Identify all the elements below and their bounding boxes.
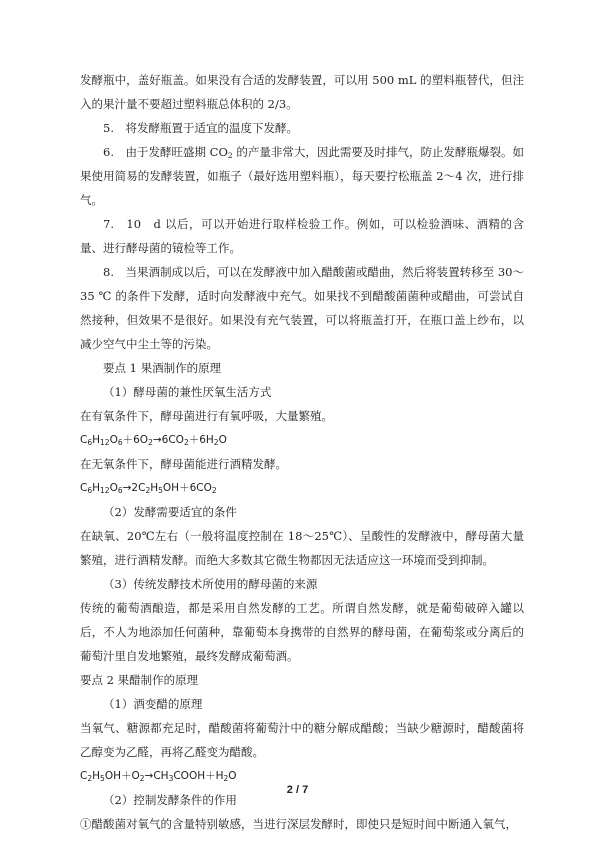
equation-alcohol-fermentation: $C_6H_{12}O_6\to 2C_2H_5OH+6CO_2$: [80, 482, 217, 495]
paragraph: 在有氧条件下，酵母菌进行有氧呼吸，大量繁殖。: [80, 409, 333, 423]
equation-aerobic-respiration: $C_6H_{12}O_6+6O_2\to 6CO_2+6H_2O$: [80, 434, 227, 447]
document-body: [80, 68, 524, 836]
subheading-control-conditions: （2）控制发酵条件的作用: [103, 793, 237, 807]
equation-acetic-acid: $C_2H_5OH+O_2\to CH_3COOH+H_2O$: [80, 770, 237, 783]
paragraph: 在无氧条件下，酵母菌能进行酒精发酵。: [80, 457, 287, 471]
paragraph: 传统的葡萄酒酿造，都是采用自然发酵的工艺。所谓自然发酵，就是葡萄破碎入罐以后，不人为地添加任何菌种，靠葡萄本身携带的自然界的酵母菌，在葡萄浆或分离后的葡萄汁里自发地繁殖，最终发酵成葡萄酒。: [80, 601, 524, 663]
step-8: 8. 当果酒制成以后，可以在发酵液中加入醋酸菌或醋曲，然后将装置转移至 30～35 ℃ 的条件下发酵，适时向发酵液中充气。如果找不到醋酸菌菌种或醋曲，可尝试自然接种，但效果不是很好。如果没有充气装置，可以将瓶盖打开，在瓶口盖上纱布，以减少空气中尘土等的污染。: [80, 265, 524, 351]
subheading-wine-to-vinegar: （1）酒变醋的原理: [103, 697, 203, 711]
step-7: 7. 10 d 以后，可以开始进行取样检验工作。例如，可以检验酒味、酒精的含量、进行酵母菌的镜检等工作。: [80, 217, 524, 255]
subheading-fermentation-conditions: （2）发酵需要适宜的条件: [103, 505, 237, 519]
page-number: 2 / 7: [286, 784, 309, 796]
paragraph: 在缺氧、20℃左右（一般将温度控制在 18～25℃）、呈酸性的发酵液中，酵母菌大量繁殖，进行酒精发酵。而绝大多数其它微生物都因无法适应这一环境而受到抑制。: [80, 529, 524, 567]
subheading-yeast-lifestyle: （1）酵母菌的兼性厌氧生活方式: [103, 385, 272, 399]
step-6: 6. 由于发酵旺盛期 $CO_2$ 的产量非常大，因此需要及时排气，防止发酵瓶爆裂。如果使用简易的发酵装置，如瓶子（最好选用塑料瓶），每天要拧松瓶盖 2～4 次，进行排气。: [80, 145, 525, 207]
paragraph: 当氧气、糖源都充足时，醋酸菌将葡萄汁中的糖分解成醋酸；当缺少糖源时，醋酸菌将乙醇变为乙醛，再将乙醛变为醋酸。: [80, 721, 524, 759]
key-point-2-heading: 要点 2 果醋制作的原理: [80, 673, 199, 687]
key-point-1-heading: 要点 1 果酒制作的原理: [103, 361, 222, 375]
subheading-yeast-source: （3）传统发酵技术所使用的酵母菌的来源: [103, 577, 318, 591]
step-5: 5. 将发酵瓶置于适宜的温度下发酵。: [103, 121, 298, 135]
paragraph: ①醋酸菌对氧气的含量特别敏感，当进行深层发酵时，即使只是短时间中断通入氧气，: [80, 817, 517, 831]
paragraph: 发酵瓶中，盖好瓶盖。如果没有合适的发酵装置，可以用 500 mL 的塑料瓶替代，但注入的果汁量不要超过塑料瓶总体积的 2/3。: [80, 73, 524, 111]
